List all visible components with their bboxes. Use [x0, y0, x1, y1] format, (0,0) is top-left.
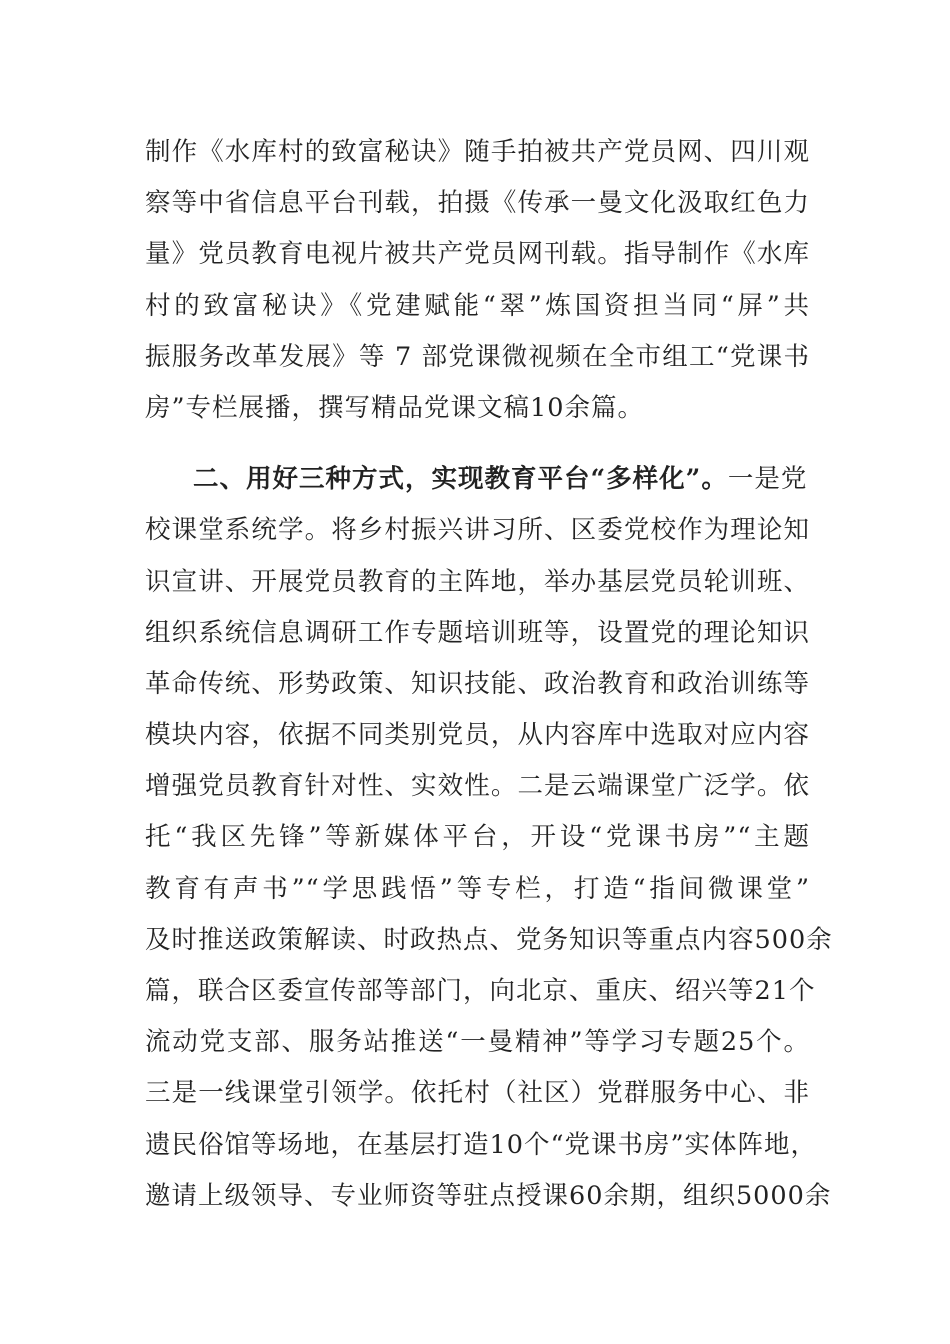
body-line: 增强党员教育针对性、实效性。二是云端课堂广泛学。依 — [145, 771, 810, 802]
body-line: 革命传统、形势政策、知识技能、政治教育和政治训练等 — [145, 668, 810, 699]
section-heading-line — [145, 454, 810, 505]
body-line: 及时推送政策解读、时政热点、党务知识等重点内容500余 — [145, 924, 833, 955]
section-heading: 二、用好三种方式，实现教育平台“多样化”。 — [193, 464, 728, 495]
body-line: 模块内容，依据不同类别党员，从内容库中选取对应内容 — [145, 720, 810, 751]
body-line: 流动党支部、服务站推送“一曼精神”等学习专题25个。 — [145, 1027, 810, 1058]
body-line: 振服务改革发展》等 7 部党课微视频在全市组工“党课书 — [145, 341, 810, 372]
body-line: 邀请上级领导、专业师资等驻点授课60余期，组织5000余 — [145, 1180, 832, 1211]
body-line: 三是一线课堂引领学。依托村（社区）党群服务中心、非 — [145, 1078, 810, 1109]
body-line: 识宣讲、开展党员教育的主阵地，举办基层党员轮训班、 — [145, 566, 810, 597]
body-line: 校课堂系统学。将乡村振兴讲习所、区委党校作为理论知 — [145, 515, 810, 546]
body-line: 遗民俗馆等场地，在基层打造10个“党课书房”实体阵地， — [145, 1129, 818, 1160]
body-line: 组织系统信息调研工作专题培训班等，设置党的理论知识 — [145, 617, 810, 648]
body-line: 教育有声书”“学思践悟”等专栏，打造“指间微课堂” — [145, 873, 810, 904]
body-line: 托“我区先锋”等新媒体平台，开设“党课书房”“主题 — [145, 822, 810, 853]
body-text: 一是党 — [727, 464, 808, 495]
body-line: 篇，联合区委宣传部等部门，向北京、重庆、绍兴等21个 — [145, 976, 816, 1006]
body-line: 村的致富秘诀》《党建赋能“翠”炼国资担当同“屏”共 — [145, 290, 810, 321]
document-body — [145, 127, 833, 1222]
body-line: 制作《水库村的致富秘诀》随手拍被共产党员网、四川观 — [145, 137, 810, 167]
body-line: 房”专栏展播，撰写精品党课文稿10余篇。 — [145, 392, 644, 423]
body-line: 量》党员教育电视片被共产党员网刊载。指导制作《水库 — [145, 239, 810, 270]
body-line: 察等中省信息平台刊载，拍摄《传承一曼文化汲取红色力 — [145, 188, 810, 219]
